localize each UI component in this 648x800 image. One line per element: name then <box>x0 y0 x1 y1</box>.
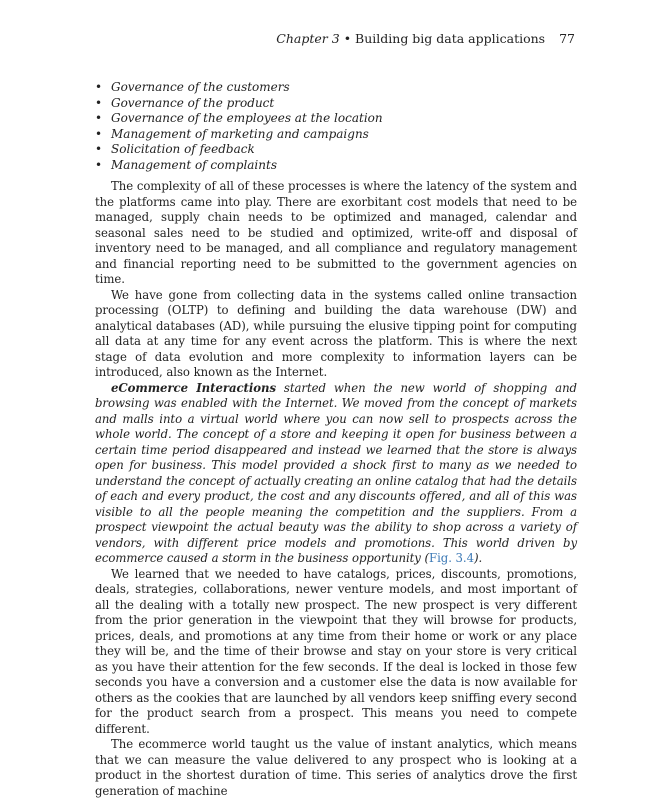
paragraph-ecommerce <box>95 381 577 567</box>
chapter-title: Building big data applications <box>355 31 546 46</box>
paragraph-analytics: The ecommerce world taught us the value of instant analytics, which means that we can measure the value delivered to any prospect who is looking at a product in the shortest duration of time. This series of analytics drove the first generation of machine <box>95 737 577 798</box>
list-item: • Governance of the product <box>95 96 577 112</box>
figure-link[interactable]: Fig. 3.4 <box>429 551 474 565</box>
list-item: • Management of complaints <box>95 158 577 174</box>
list-item: • Governance of the employees at the location <box>95 111 577 127</box>
paragraph-complexity: The complexity of all of these processes is where the latency of the system and the platforms came into play. There are exorbitant cost models that need to be managed, supply chain needs to be optimized and managed, calendar and seasonal sales need to be studied and optimized, write-off and disposal of inventory need to be managed, and all compliance and regulatory management and financial reporting need to be submitted to the government agencies on time. <box>95 179 577 286</box>
paragraph-catalogs: We learned that we needed to have catalogs, prices, discounts, promotions, deals, strategies, collaborations, newer venture models, and most important of all the dealing with a totally new prospect. The new prospect is very different from the prior generation in the viewpoint that they will browse for products, prices, deals, and promotions at any time from their home or work or any place they will be, and the time of their browse and stay on your store is very critical as you have their attention for the few seconds. If the deal is locked in those few seconds you have a conversion and a customer else the data is now available for others as the cookies that are launched by all vendors keep sniffing every second for the product search from a prospect. This means you need to compete different. <box>95 566 577 736</box>
list-item: • Solicitation of feedback <box>95 142 577 158</box>
paragraph-oltp: We have gone from collecting data in the systems called online transaction processing (OLTP) to defining and building the data warehouse (DW) and analytical databases (AD), while pursuing the elusive tipping point for computing all data at any time for any event across the platform. This is where the next stage of data evolution and more complexity to information layers can be introduced, also known as the Internet. <box>95 287 577 379</box>
ecommerce-heading: eCommerce Interactions <box>111 380 276 395</box>
page-number: 77 <box>559 31 575 46</box>
body-text <box>95 80 577 799</box>
list-item: • Governance of the customers <box>95 80 577 96</box>
running-header <box>276 31 575 46</box>
ecommerce-body: started when the new world of shopping and browsing was enabled with the Internet. We moved from the concept of markets and malls into a virtual world where you can now sell to prospects across the whole world. The concept of a store and keeping it open for business between a certain time period disappeared and instead we learned that the store is always open for business. This model provided a shock first to many as we needed to understand the concept of actually creating an online catalog that had the details of each and every product, the cost and any discounts offered, and all of this was visible to all the people meaning the competition and the suppliers. From a prospect viewpoint the actual beauty was the ability to shop across a variety of vendors, with different price models and promotions. This world driven by ecommerce caused a storm in the business opportunity ( <box>95 380 577 565</box>
bullet-list <box>95 80 577 173</box>
list-item: • Management of marketing and campaigns <box>95 127 577 143</box>
ecommerce-end: ). <box>473 551 483 565</box>
header-separator: • <box>343 31 352 46</box>
chapter-label: Chapter 3 <box>276 31 340 46</box>
